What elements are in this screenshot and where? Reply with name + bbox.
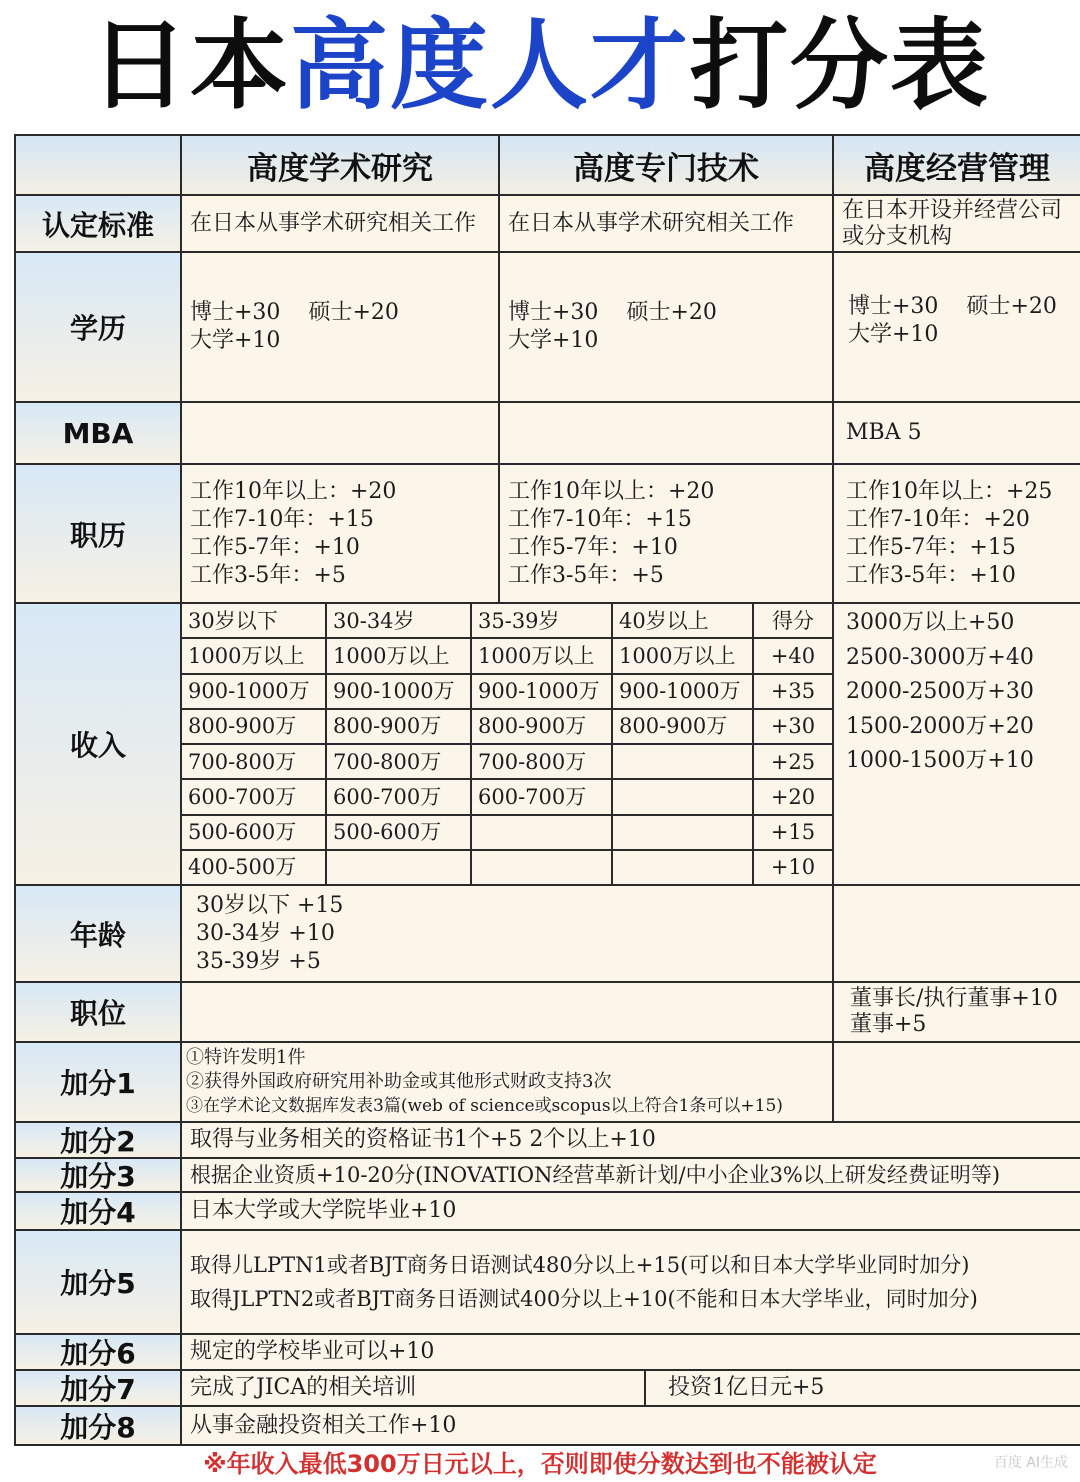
- career-line: 工作10年以上：+25: [846, 478, 1053, 504]
- income-grid-score-cell: +30: [754, 710, 834, 745]
- income-management: [834, 604, 1080, 886]
- age-academic-technical: [182, 886, 834, 983]
- career-line: 工作10年以上：+20: [190, 478, 397, 504]
- income-grid-header-cell: 得分: [754, 604, 834, 639]
- income-grid-cell: 700-800万: [327, 745, 472, 780]
- career-academic: [182, 465, 500, 604]
- income-grid-cell: 1000万以上: [182, 639, 327, 674]
- income-grid-score-cell: +35: [754, 675, 834, 710]
- income-grid-cell: 900-1000万: [182, 675, 327, 710]
- income-grid-cell: 800-900万: [327, 710, 472, 745]
- footer-note: ※年收入最低300万日元以上，否则即使分数达到也不能被认定: [203, 1450, 877, 1478]
- income-grid-cell: 900-1000万: [472, 675, 613, 710]
- label-bonus7: 加分7: [16, 1371, 182, 1407]
- criteria-technical-text: 在日本从事学术研究相关工作: [508, 210, 795, 236]
- title-part-3: 打分表: [690, 9, 991, 123]
- income-grid-cell: 600-700万: [472, 780, 613, 815]
- bonus1-academic-technical: [182, 1043, 834, 1123]
- bonus4-text: 日本大学或大学院毕业+10: [190, 1198, 457, 1223]
- income-grid-cell: 900-1000万: [327, 675, 472, 710]
- bonus8-text: 从事金融投资相关工作+10: [190, 1412, 457, 1438]
- bonus2-content: [182, 1123, 1080, 1159]
- income-grid-cell: [613, 780, 754, 815]
- income-grid-cell: 1000万以上: [613, 639, 754, 674]
- bonus1-management: [834, 1043, 1080, 1123]
- income-grid-score-cell: +10: [754, 851, 834, 886]
- income-grid-cell: [472, 851, 613, 886]
- label-bonus3: 加分3: [16, 1159, 182, 1193]
- income-grid-cell: 600-700万: [327, 780, 472, 815]
- income-grid-header-cell: 30-34岁: [327, 604, 472, 639]
- education-master: 硕士+20: [626, 300, 717, 325]
- label-income: 收入: [16, 604, 182, 886]
- career-line: 工作3-5年：+10: [846, 562, 1016, 588]
- income-grid: [182, 604, 834, 886]
- income-management-line: 1500-2000万+20: [846, 713, 1034, 739]
- income-grid-cell: 900-1000万: [613, 675, 754, 710]
- education-bachelor: 大学+10: [190, 328, 281, 353]
- income-grid-cell: 400-500万: [182, 851, 327, 886]
- education-master: 硕士+20: [966, 294, 1057, 319]
- mba-technical: [500, 403, 834, 465]
- career-line: 工作7-10年：+20: [846, 506, 1030, 532]
- bonus8-content: [182, 1407, 1080, 1446]
- criteria-academic-text: 在日本从事学术研究相关工作: [190, 210, 477, 236]
- career-line: 工作10年以上：+20: [508, 478, 715, 504]
- income-grid-cell: [472, 816, 613, 851]
- income-grid-cell: 800-900万: [613, 710, 754, 745]
- bonus3-content: [182, 1159, 1080, 1193]
- career-line: 工作7-10年：+15: [508, 506, 692, 532]
- bonus5-line: 取得儿LPTN1或者BJT商务日语测试480分以上+15(可以和日本大学毕业同时加分): [190, 1253, 970, 1277]
- bonus6-content: [182, 1335, 1080, 1371]
- career-line: 工作3-5年：+5: [190, 562, 346, 588]
- career-management: [834, 465, 1080, 604]
- income-management-line: 3000万以上+50: [846, 610, 1015, 635]
- header-management: 高度经营管理: [834, 136, 1080, 196]
- bonus4-content: [182, 1193, 1080, 1231]
- watermark: 百度 AI生成: [993, 1455, 1068, 1471]
- income-grid-cell: 700-800万: [182, 745, 327, 780]
- income-grid-score-cell: +20: [754, 780, 834, 815]
- income-grid-cell: [327, 851, 472, 886]
- income-grid-header-cell: 30岁以下: [182, 604, 327, 639]
- education-academic: [182, 253, 500, 403]
- career-line: 工作5-7年：+15: [846, 534, 1016, 560]
- position-management: [834, 983, 1080, 1043]
- bonus5-content: [182, 1231, 1080, 1335]
- age-line: 30岁以下 +15: [196, 892, 344, 918]
- label-bonus2: 加分2: [16, 1123, 182, 1159]
- bonus7-right: [646, 1371, 1080, 1407]
- education-bachelor: 大学+10: [508, 328, 599, 353]
- label-career: 职历: [16, 465, 182, 604]
- bonus5-line: 取得JLPTN2或者BJT商务日语测试400分以上+10(不能和日本大学毕业，同时加分): [190, 1287, 978, 1311]
- criteria-management: [834, 196, 1080, 253]
- education-phd: 博士+30: [848, 294, 939, 319]
- position-line: 董事长/执行董事+10: [850, 986, 1058, 1011]
- income-grid-score-cell: +25: [754, 745, 834, 780]
- mba-management: [834, 403, 1080, 465]
- career-line: 工作5-7年：+10: [190, 534, 360, 560]
- education-phd: 博士+30: [508, 300, 599, 325]
- income-grid-cell: [613, 816, 754, 851]
- bonus7-left: [182, 1371, 646, 1407]
- education-bachelor: 大学+10: [848, 322, 939, 347]
- bonus7-right-text: 投资1亿日元+5: [668, 1375, 825, 1400]
- income-management-line: 2500-3000万+40: [846, 644, 1034, 670]
- income-management-line: 2000-2500万+30: [846, 679, 1034, 704]
- income-grid-score-cell: +15: [754, 816, 834, 851]
- income-grid-cell: 1000万以上: [327, 639, 472, 674]
- bonus1-line: ②获得外国政府研究用补助金或其他形式财政支持3次: [186, 1071, 612, 1092]
- label-bonus5: 加分5: [16, 1231, 182, 1335]
- label-bonus6: 加分6: [16, 1335, 182, 1371]
- position-line: 董事+5: [850, 1012, 927, 1037]
- income-grid-header-cell: 35-39岁: [472, 604, 613, 639]
- label-education: 学历: [16, 253, 182, 403]
- income-grid-cell: 700-800万: [472, 745, 613, 780]
- career-line: 工作5-7年：+10: [508, 534, 678, 560]
- income-grid-cell: [613, 851, 754, 886]
- income-grid-header-cell: 40岁以上: [613, 604, 754, 639]
- criteria-academic: [182, 196, 500, 253]
- label-bonus1: 加分1: [16, 1043, 182, 1123]
- income-grid-cell: 500-600万: [182, 816, 327, 851]
- label-mba: MBA: [16, 403, 182, 465]
- career-technical: [500, 465, 834, 604]
- score-table: [14, 134, 1080, 1446]
- bonus1-line: ③在学术论文数据库发表3篇(web of science或scopus以上符合1条可以+15): [186, 1096, 783, 1116]
- income-grid-cell: 800-900万: [472, 710, 613, 745]
- title-part-2: 高度人才: [289, 9, 690, 123]
- header-technical: 高度专门技术: [500, 136, 834, 196]
- header-corner: [16, 136, 182, 196]
- education-technical: [500, 253, 834, 403]
- label-criteria: 认定标准: [16, 196, 182, 253]
- education-management: [834, 253, 1080, 403]
- income-grid-cell: 800-900万: [182, 710, 327, 745]
- mba-management-text: MBA 5: [846, 420, 922, 445]
- income-grid-cell: 600-700万: [182, 780, 327, 815]
- career-line: 工作7-10年：+15: [190, 506, 374, 532]
- income-grid-cell: 500-600万: [327, 816, 472, 851]
- title-part-1: 日本: [89, 9, 290, 123]
- mba-academic: [182, 403, 500, 465]
- income-grid-cell: 1000万以上: [472, 639, 613, 674]
- criteria-management-text: 在日本开设并经营公司或分支机构: [842, 197, 1063, 249]
- career-line: 工作3-5年：+5: [508, 562, 664, 588]
- income-grid-cell: [613, 745, 754, 780]
- education-master: 硕士+20: [308, 300, 399, 325]
- bonus3-text: 根据企业资质+10-20分(INOVATION经营革新计划/中小企业3%以上研发经费证明等): [190, 1163, 1001, 1187]
- label-bonus8: 加分8: [16, 1407, 182, 1446]
- age-line: 35-39岁 +5: [196, 948, 321, 974]
- income-management-line: 1000-1500万+10: [846, 748, 1034, 773]
- criteria-technical: [500, 196, 834, 253]
- bonus6-text: 规定的学校毕业可以+10: [190, 1339, 435, 1364]
- income-grid-score-cell: +40: [754, 639, 834, 674]
- header-academic: 高度学术研究: [182, 136, 500, 196]
- age-line: 30-34岁 +10: [196, 920, 335, 946]
- label-bonus4: 加分4: [16, 1193, 182, 1231]
- age-management: [834, 886, 1080, 983]
- bonus1-line: ①特许发明1件: [186, 1047, 306, 1068]
- page-title: [0, 0, 1080, 132]
- bonus2-text: 取得与业务相关的资格证书1个+5 2个以上+10: [190, 1127, 656, 1152]
- label-position: 职位: [16, 983, 182, 1043]
- education-phd: 博士+30: [190, 300, 281, 325]
- position-academic-technical: [182, 983, 834, 1043]
- bonus7-left-text: 完成了JICA的相关培训: [190, 1375, 417, 1400]
- label-age: 年龄: [16, 886, 182, 983]
